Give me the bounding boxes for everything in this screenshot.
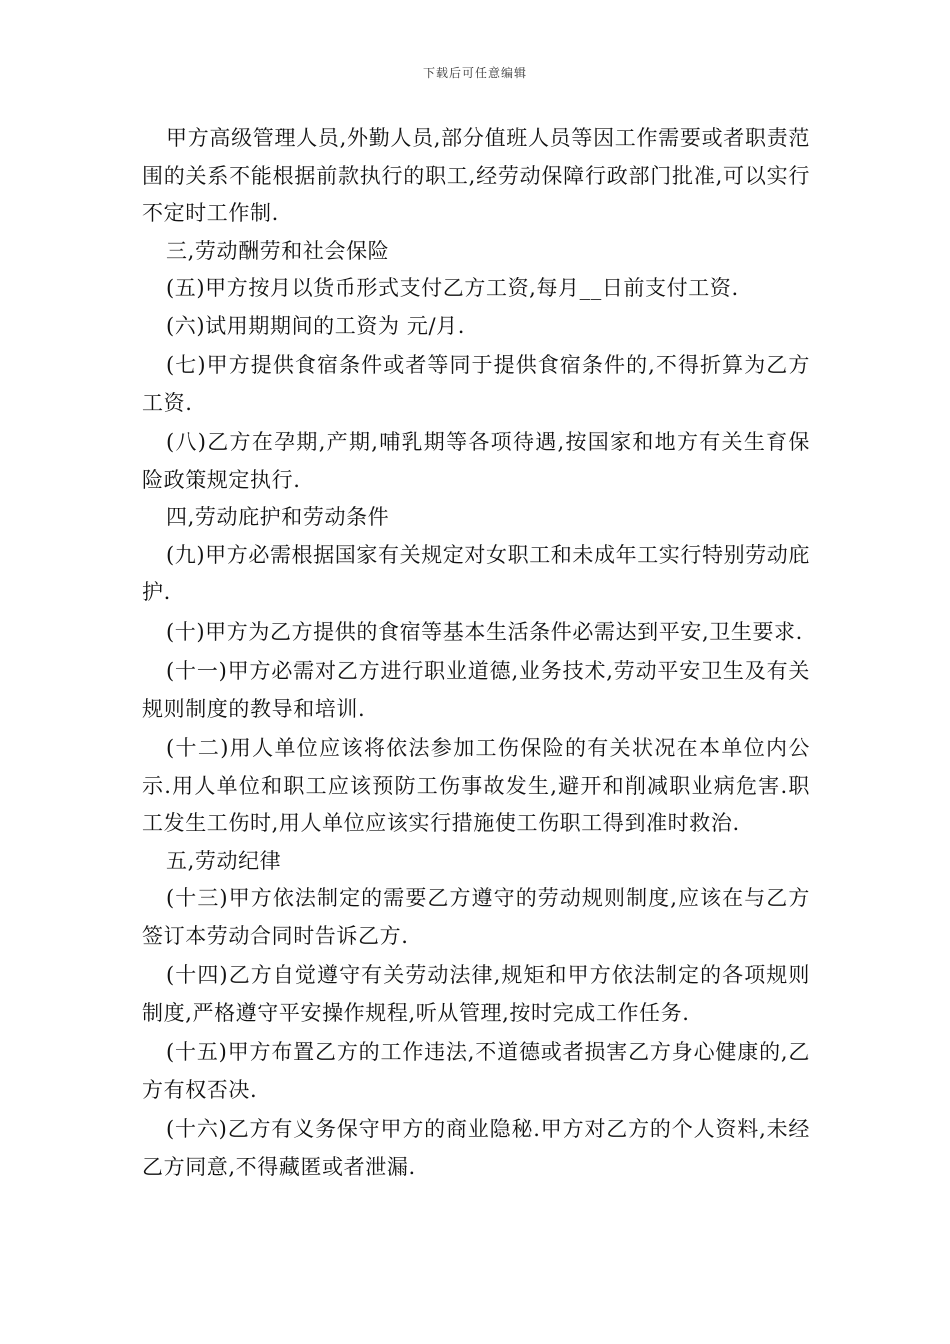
section-heading-5: 五,劳动纪律 <box>166 848 282 873</box>
page-header-note: 下载后可任意编辑 <box>422 66 527 80</box>
clause-13: (十三)甲方依法制定的需要乙方遵守的劳动规则制度,应该在与乙方签订本劳动合同时告诉乙方. <box>142 886 810 948</box>
clause-7: (七)甲方提供食宿条件或者等同于提供食宿条件的,不得折算为乙方工资. <box>142 353 810 415</box>
paragraph-1: 甲方高级管理人员,外勤人员,部分值班人员等因工作需要或者职责范围的关系不能根据前款执行的职工,经劳动保障行政部门批准,可以实行不定时工作制. <box>142 126 810 225</box>
clause-5: (五)甲方按月以货币形式支付乙方工资,每月__日前支付工资. <box>166 276 739 300</box>
clause-16: (十六)乙方有义务保守甲方的商业隐秘.甲方对乙方的个人资料,未经乙方同意,不得藏匿或者泄漏. <box>142 1117 810 1179</box>
clause-15: (十五)甲方布置乙方的工作违法,不道德或者损害乙方身心健康的,乙方有权否决. <box>142 1040 810 1102</box>
clause-11: (十一)甲方必需对乙方进行职业道德,业务技术,劳动平安卫生及有关规则制度的教导和培训. <box>142 659 810 721</box>
section-heading-4: 四,劳动庇护和劳动条件 <box>166 505 390 529</box>
section-heading-3: 三,劳动酬劳和社会保险 <box>166 238 390 263</box>
clause-9: (九)甲方必需根据国家有关规定对女职工和未成年工实行特别劳动庇护. <box>142 542 810 604</box>
clause-10: (十)甲方为乙方提供的食宿等基本生活条件必需达到平安,卫生要求. <box>166 619 803 644</box>
clause-12: (十二)用人单位应该将依法参加工伤保险的有关状况在本单位内公示.用人单位和职工应该预防工伤事故发生,避开和削减职业病危害.职工发生工伤时,用人单位应该实行措施使工伤职工得到准时救治. <box>142 736 810 835</box>
clause-14: (十四)乙方自觉遵守有关劳动法律,规矩和甲方依法制定的各项规则制度,严格遵守平安操作规程,听从管理,按时完成工作任务. <box>142 963 810 1025</box>
clause-6: (六)试用期期间的工资为 元/月. <box>166 313 466 338</box>
document-body <box>142 120 810 1186</box>
clause-8: (八)乙方在孕期,产期,哺乳期等各项待遇,按国家和地方有关生育保险政策规定执行. <box>142 430 810 492</box>
